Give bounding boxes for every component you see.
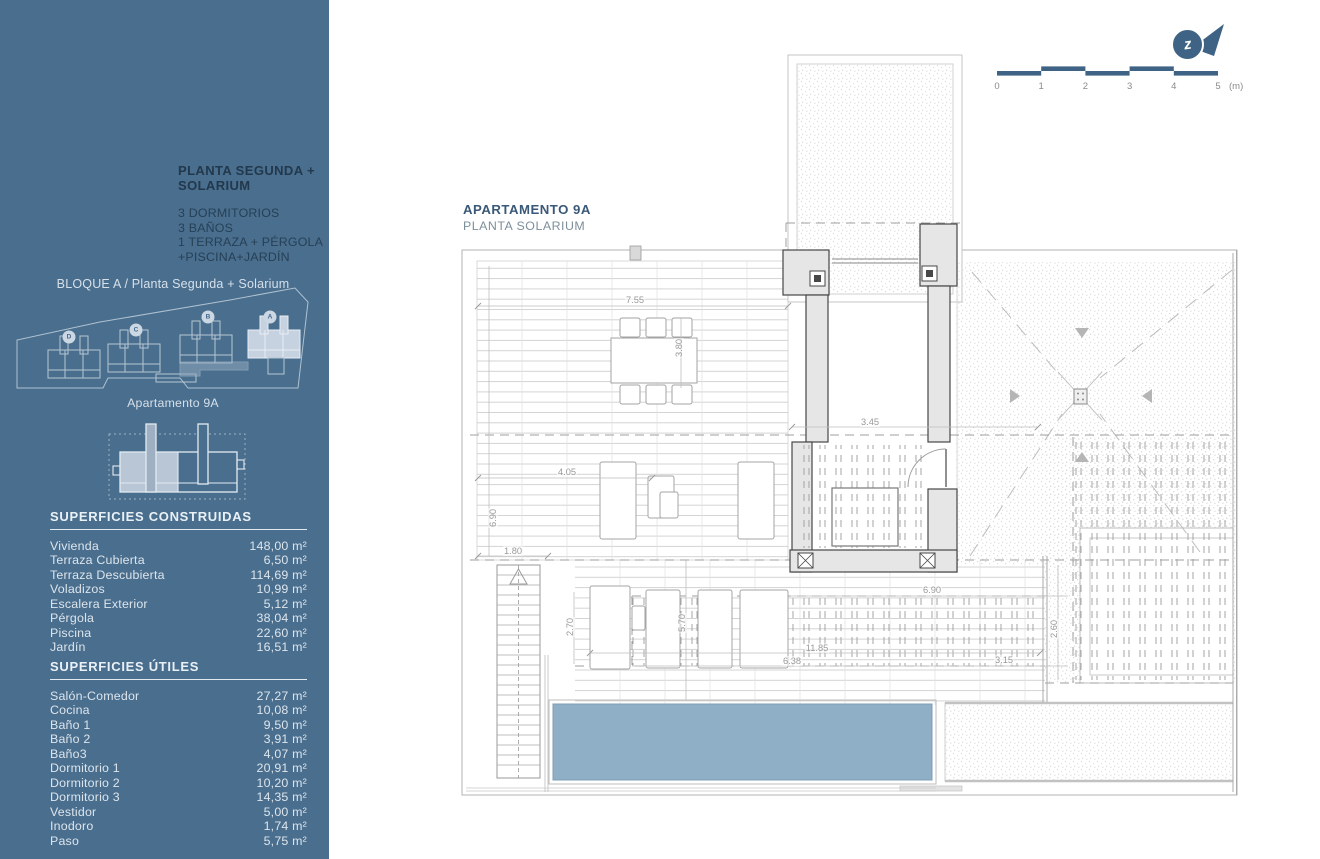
floor-plan xyxy=(330,0,1320,859)
site-unit-badge: D xyxy=(63,331,76,344)
constructed-surfaces-section xyxy=(50,509,307,655)
scale-tick-label: 5 xyxy=(1215,81,1221,92)
spec-line: +PISCINA+JARDÍN xyxy=(178,249,290,264)
scale-tick-label: 3 xyxy=(1126,81,1133,92)
table-row xyxy=(50,597,307,611)
section-heading: SUPERFICIES CONSTRUIDAS xyxy=(50,509,307,530)
dimension-label: 2.60 xyxy=(1049,619,1059,639)
row-value: 5,00 m² xyxy=(263,804,307,819)
row-label: Vestidor xyxy=(50,804,97,819)
spec-line: 3 BAÑOS xyxy=(178,220,234,235)
dimension-label: 3.15 xyxy=(994,655,1014,665)
row-value: 6,50 m² xyxy=(263,553,307,568)
dimension-label: 1.80 xyxy=(503,546,523,556)
dimension-label: 11.85 xyxy=(805,643,829,653)
table-row xyxy=(50,761,307,775)
row-label: Dormitorio 1 xyxy=(50,761,120,776)
table-row xyxy=(50,689,307,703)
row-label: Baño 1 xyxy=(50,717,91,732)
table-row xyxy=(50,626,307,640)
row-value: 114,69 m² xyxy=(250,567,307,582)
table-row xyxy=(50,703,307,717)
table-row xyxy=(50,718,307,732)
dimension-label: 6.38 xyxy=(782,656,802,666)
scale-tick-label: 4 xyxy=(1171,81,1177,92)
sidebar-title-line1: PLANTA SEGUNDA + xyxy=(178,163,316,178)
dimension-label: 6.90 xyxy=(922,585,942,595)
table-row xyxy=(50,819,307,833)
scale-unit-label: (m) xyxy=(1229,81,1244,92)
row-label: Cocina xyxy=(50,703,90,718)
row-value: 38,04 m² xyxy=(256,611,307,626)
site-unit-badge: A xyxy=(264,311,277,324)
table-row xyxy=(50,640,307,654)
apartment-label: Apartamento 9A xyxy=(127,396,219,410)
spec-lines xyxy=(178,206,323,264)
scale-tick-label: 1 xyxy=(1038,81,1044,92)
garden-gravel xyxy=(945,703,1233,781)
row-value: 22,60 m² xyxy=(256,625,307,640)
site-building-a xyxy=(248,316,300,358)
row-value: 10,08 m² xyxy=(256,703,307,718)
brand-logo-icon xyxy=(1171,28,1204,61)
row-label: Baño3 xyxy=(50,746,87,761)
row-value: 16,51 m² xyxy=(256,640,307,655)
table-row xyxy=(50,553,307,567)
scale-tick-label: 0 xyxy=(994,81,1000,92)
site-plan-map xyxy=(8,282,323,397)
table-row xyxy=(50,834,307,848)
plan-title: APARTAMENTO 9A xyxy=(463,202,591,217)
row-value: 3,91 m² xyxy=(263,732,307,747)
row-value: 1,74 m² xyxy=(263,819,307,834)
dining-set xyxy=(611,318,697,404)
dimension-label: 5.70 xyxy=(677,613,687,633)
row-label: Voladizos xyxy=(50,582,105,597)
exterior-stair xyxy=(497,565,540,778)
brand-logo-letter: z xyxy=(1182,35,1193,54)
row-label: Salón-Comedor xyxy=(50,689,140,703)
dimension-label: 4.05 xyxy=(557,467,577,477)
site-unit-badge: B xyxy=(202,311,215,324)
row-value: 14,35 m² xyxy=(256,790,307,805)
row-value: 4,07 m² xyxy=(263,746,307,761)
row-label: Baño 2 xyxy=(50,732,91,747)
table-row xyxy=(50,732,307,746)
row-label: Inodoro xyxy=(50,819,94,834)
row-value: 5,75 m² xyxy=(263,833,307,848)
sidebar-title xyxy=(178,163,315,193)
table-row xyxy=(50,611,307,625)
row-value: 27,27 m² xyxy=(256,689,307,703)
block-label: BLOQUE A / Planta Segunda + Solarium xyxy=(56,277,290,291)
plan-subtitle: PLANTA SOLARIUM xyxy=(463,219,586,233)
sidebar xyxy=(0,0,329,859)
site-unit-badge: C xyxy=(130,324,143,337)
table-row xyxy=(50,776,307,790)
constructed-rows xyxy=(50,539,307,655)
row-label: Terraza Descubierta xyxy=(50,567,165,582)
dimension-label: 6.90 xyxy=(488,508,498,528)
spec-line: 1 TERRAZA + PÉRGOLA xyxy=(178,235,324,250)
row-label: Paso xyxy=(50,833,80,848)
row-value: 9,50 m² xyxy=(263,717,307,732)
dimension-label: 7.55 xyxy=(625,295,645,305)
pool xyxy=(553,704,932,780)
row-value: 10,20 m² xyxy=(256,775,307,790)
sidebar-title-line2: SOLARIUM xyxy=(178,178,251,193)
row-label: Terraza Cubierta xyxy=(50,553,145,568)
row-value: 5,12 m² xyxy=(263,596,307,611)
row-label: Dormitorio 3 xyxy=(50,790,120,805)
scale-tick-label: 2 xyxy=(1082,81,1089,92)
table-row xyxy=(50,805,307,819)
spec-line: 3 DORMITORIOS xyxy=(178,206,280,220)
row-label: Jardín xyxy=(50,640,86,655)
row-label: Dormitorio 2 xyxy=(50,775,120,790)
roof-drain xyxy=(1074,389,1087,404)
dimension-label: 3.45 xyxy=(860,417,880,427)
table-row xyxy=(50,539,307,553)
dimension-label: 2.70 xyxy=(565,617,575,637)
row-label: Escalera Exterior xyxy=(50,596,148,611)
row-label: Vivienda xyxy=(50,539,99,553)
apartment-diagram xyxy=(100,416,255,506)
table-row xyxy=(50,747,307,761)
table-row xyxy=(50,568,307,582)
row-value: 10,99 m² xyxy=(256,582,307,597)
dimension-label: 3.80 xyxy=(674,338,684,358)
useful-rows xyxy=(50,689,307,848)
table-row xyxy=(50,582,307,596)
section-heading: SUPERFICIES ÚTILES xyxy=(50,659,307,680)
row-value: 148,00 m² xyxy=(249,539,307,553)
row-label: Piscina xyxy=(50,625,92,640)
row-label: Pérgola xyxy=(50,611,95,626)
row-value: 20,91 m² xyxy=(256,761,307,776)
table-row xyxy=(50,790,307,804)
useful-surfaces-section xyxy=(50,659,307,848)
